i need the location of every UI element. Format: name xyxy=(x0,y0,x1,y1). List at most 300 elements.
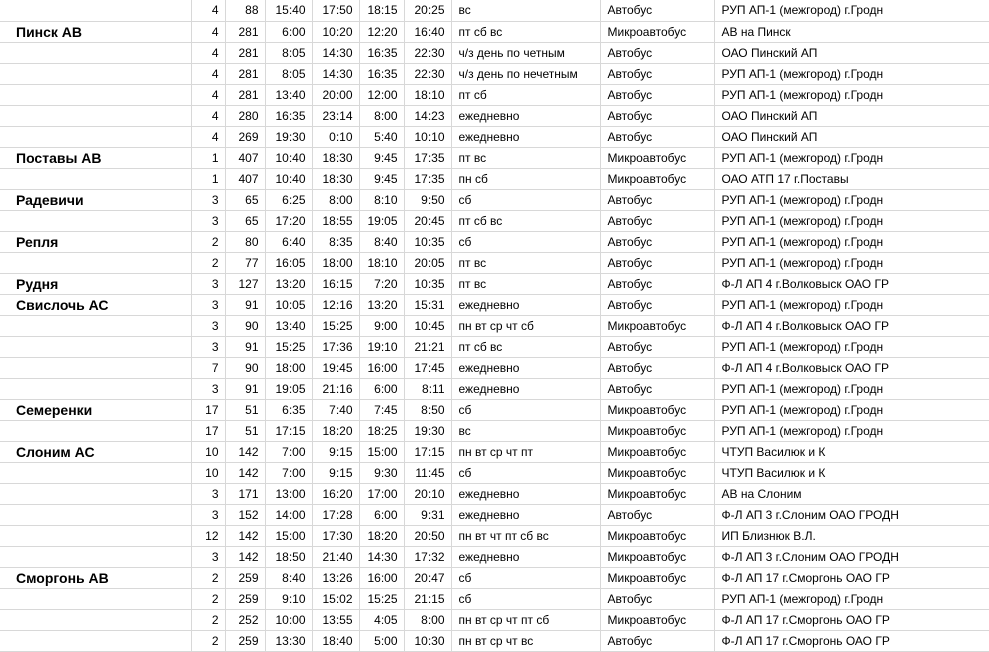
route-number-cell[interactable]: 280 xyxy=(225,106,265,127)
departure-time-cell[interactable]: 9:10 xyxy=(265,589,312,610)
departure-time-cell[interactable]: 13:40 xyxy=(265,85,312,106)
destination-cell[interactable] xyxy=(0,379,191,400)
platform-cell[interactable]: 7 xyxy=(191,358,225,379)
route-number-cell[interactable]: 142 xyxy=(225,526,265,547)
destination-cell[interactable] xyxy=(0,253,191,274)
carrier-cell[interactable]: Ф-Л АП 17 г.Сморгонь ОАО ГР xyxy=(714,631,989,652)
carrier-cell[interactable]: РУП АП-1 (межгород) г.Гродн xyxy=(714,379,989,400)
destination-cell[interactable] xyxy=(0,589,191,610)
platform-cell[interactable]: 10 xyxy=(191,442,225,463)
carrier-cell[interactable]: РУП АП-1 (межгород) г.Гродн xyxy=(714,211,989,232)
departure-time-cell[interactable]: 14:00 xyxy=(265,505,312,526)
arrival-time-cell[interactable]: 21:16 xyxy=(312,379,359,400)
days-cell[interactable]: пн вт ср чт вс xyxy=(451,631,600,652)
destination-cell[interactable] xyxy=(0,127,191,148)
destination-cell[interactable] xyxy=(0,316,191,337)
return-departure-cell[interactable]: 9:30 xyxy=(359,463,404,484)
departure-time-cell[interactable]: 10:00 xyxy=(265,610,312,631)
carrier-cell[interactable]: Ф-Л АП 4 г.Волковыск ОАО ГР xyxy=(714,316,989,337)
carrier-cell[interactable]: Ф-Л АП 17 г.Сморгонь ОАО ГР xyxy=(714,568,989,589)
return-arrival-cell[interactable]: 20:25 xyxy=(404,0,451,22)
days-cell[interactable]: пт сб вс xyxy=(451,22,600,43)
route-number-cell[interactable]: 51 xyxy=(225,421,265,442)
arrival-time-cell[interactable]: 18:30 xyxy=(312,148,359,169)
vehicle-type-cell[interactable]: Автобус xyxy=(600,379,714,400)
departure-time-cell[interactable]: 17:20 xyxy=(265,211,312,232)
return-arrival-cell[interactable]: 10:30 xyxy=(404,631,451,652)
return-arrival-cell[interactable]: 10:35 xyxy=(404,274,451,295)
days-cell[interactable]: сб xyxy=(451,463,600,484)
days-cell[interactable]: ежедневно xyxy=(451,505,600,526)
destination-cell[interactable] xyxy=(0,484,191,505)
vehicle-type-cell[interactable]: Автобус xyxy=(600,106,714,127)
carrier-cell[interactable]: РУП АП-1 (межгород) г.Гродн xyxy=(714,64,989,85)
route-number-cell[interactable]: 80 xyxy=(225,232,265,253)
arrival-time-cell[interactable]: 20:00 xyxy=(312,85,359,106)
platform-cell[interactable]: 3 xyxy=(191,505,225,526)
destination-cell[interactable]: Семеренки xyxy=(0,400,191,421)
route-number-cell[interactable]: 65 xyxy=(225,211,265,232)
vehicle-type-cell[interactable]: Автобус xyxy=(600,190,714,211)
carrier-cell[interactable]: ИП Близнюк В.Л. xyxy=(714,526,989,547)
route-number-cell[interactable]: 91 xyxy=(225,379,265,400)
route-number-cell[interactable]: 407 xyxy=(225,169,265,190)
route-number-cell[interactable]: 281 xyxy=(225,22,265,43)
destination-cell[interactable]: Рудня xyxy=(0,274,191,295)
return-arrival-cell[interactable]: 17:35 xyxy=(404,169,451,190)
route-number-cell[interactable]: 269 xyxy=(225,127,265,148)
carrier-cell[interactable]: ОАО Пинский АП xyxy=(714,43,989,64)
platform-cell[interactable]: 4 xyxy=(191,85,225,106)
platform-cell[interactable]: 3 xyxy=(191,274,225,295)
days-cell[interactable]: ежедневно xyxy=(451,295,600,316)
return-departure-cell[interactable]: 8:10 xyxy=(359,190,404,211)
platform-cell[interactable]: 4 xyxy=(191,0,225,22)
departure-time-cell[interactable]: 18:50 xyxy=(265,547,312,568)
days-cell[interactable]: пт вс xyxy=(451,148,600,169)
return-departure-cell[interactable]: 6:00 xyxy=(359,505,404,526)
vehicle-type-cell[interactable]: Автобус xyxy=(600,85,714,106)
platform-cell[interactable]: 3 xyxy=(191,547,225,568)
platform-cell[interactable]: 3 xyxy=(191,190,225,211)
return-arrival-cell[interactable]: 20:45 xyxy=(404,211,451,232)
days-cell[interactable]: сб xyxy=(451,232,600,253)
destination-cell[interactable]: Слоним АС xyxy=(0,442,191,463)
platform-cell[interactable]: 2 xyxy=(191,253,225,274)
departure-time-cell[interactable]: 15:40 xyxy=(265,0,312,22)
platform-cell[interactable]: 4 xyxy=(191,43,225,64)
arrival-time-cell[interactable]: 23:14 xyxy=(312,106,359,127)
arrival-time-cell[interactable]: 16:20 xyxy=(312,484,359,505)
return-departure-cell[interactable]: 8:00 xyxy=(359,106,404,127)
route-number-cell[interactable]: 90 xyxy=(225,316,265,337)
carrier-cell[interactable]: ЧТУП Василюк и К xyxy=(714,463,989,484)
return-arrival-cell[interactable]: 19:30 xyxy=(404,421,451,442)
return-departure-cell[interactable]: 5:40 xyxy=(359,127,404,148)
vehicle-type-cell[interactable]: Автобус xyxy=(600,64,714,85)
carrier-cell[interactable]: РУП АП-1 (межгород) г.Гродн xyxy=(714,85,989,106)
vehicle-type-cell[interactable]: Автобус xyxy=(600,0,714,22)
return-departure-cell[interactable]: 5:00 xyxy=(359,631,404,652)
platform-cell[interactable]: 2 xyxy=(191,589,225,610)
return-departure-cell[interactable]: 18:15 xyxy=(359,0,404,22)
carrier-cell[interactable]: РУП АП-1 (межгород) г.Гродн xyxy=(714,295,989,316)
destination-cell[interactable] xyxy=(0,421,191,442)
arrival-time-cell[interactable]: 8:00 xyxy=(312,190,359,211)
destination-cell[interactable] xyxy=(0,463,191,484)
route-number-cell[interactable]: 51 xyxy=(225,400,265,421)
return-arrival-cell[interactable]: 14:23 xyxy=(404,106,451,127)
route-number-cell[interactable]: 142 xyxy=(225,442,265,463)
departure-time-cell[interactable]: 19:05 xyxy=(265,379,312,400)
return-departure-cell[interactable]: 12:00 xyxy=(359,85,404,106)
days-cell[interactable]: пт вс xyxy=(451,253,600,274)
carrier-cell[interactable]: РУП АП-1 (межгород) г.Гродн xyxy=(714,337,989,358)
platform-cell[interactable]: 2 xyxy=(191,232,225,253)
route-number-cell[interactable]: 127 xyxy=(225,274,265,295)
carrier-cell[interactable]: Ф-Л АП 3 г.Слоним ОАО ГРОДН xyxy=(714,505,989,526)
route-number-cell[interactable]: 90 xyxy=(225,358,265,379)
arrival-time-cell[interactable]: 18:20 xyxy=(312,421,359,442)
arrival-time-cell[interactable]: 15:02 xyxy=(312,589,359,610)
route-number-cell[interactable]: 252 xyxy=(225,610,265,631)
return-arrival-cell[interactable]: 17:32 xyxy=(404,547,451,568)
days-cell[interactable]: пн вт ср чт пт сб xyxy=(451,610,600,631)
departure-time-cell[interactable]: 15:25 xyxy=(265,337,312,358)
arrival-time-cell[interactable]: 8:35 xyxy=(312,232,359,253)
return-arrival-cell[interactable]: 11:45 xyxy=(404,463,451,484)
departure-time-cell[interactable]: 10:05 xyxy=(265,295,312,316)
carrier-cell[interactable]: ОАО Пинский АП xyxy=(714,127,989,148)
vehicle-type-cell[interactable]: Автобус xyxy=(600,295,714,316)
days-cell[interactable]: ежедневно xyxy=(451,127,600,148)
destination-cell[interactable] xyxy=(0,211,191,232)
platform-cell[interactable]: 10 xyxy=(191,463,225,484)
return-departure-cell[interactable]: 18:25 xyxy=(359,421,404,442)
return-departure-cell[interactable]: 8:40 xyxy=(359,232,404,253)
departure-time-cell[interactable]: 8:05 xyxy=(265,64,312,85)
destination-cell[interactable]: Поставы АВ xyxy=(0,148,191,169)
carrier-cell[interactable]: Ф-Л АП 17 г.Сморгонь ОАО ГР xyxy=(714,610,989,631)
vehicle-type-cell[interactable]: Микроавтобус xyxy=(600,400,714,421)
return-departure-cell[interactable]: 14:30 xyxy=(359,547,404,568)
platform-cell[interactable]: 3 xyxy=(191,316,225,337)
return-arrival-cell[interactable]: 17:45 xyxy=(404,358,451,379)
vehicle-type-cell[interactable]: Микроавтобус xyxy=(600,442,714,463)
vehicle-type-cell[interactable]: Микроавтобус xyxy=(600,148,714,169)
arrival-time-cell[interactable]: 13:55 xyxy=(312,610,359,631)
return-departure-cell[interactable]: 19:10 xyxy=(359,337,404,358)
return-arrival-cell[interactable]: 20:05 xyxy=(404,253,451,274)
departure-time-cell[interactable]: 18:00 xyxy=(265,358,312,379)
return-departure-cell[interactable]: 13:20 xyxy=(359,295,404,316)
vehicle-type-cell[interactable]: Автобус xyxy=(600,505,714,526)
return-departure-cell[interactable]: 16:00 xyxy=(359,568,404,589)
departure-time-cell[interactable]: 16:35 xyxy=(265,106,312,127)
days-cell[interactable]: пт вс xyxy=(451,274,600,295)
departure-time-cell[interactable]: 6:00 xyxy=(265,22,312,43)
arrival-time-cell[interactable]: 21:40 xyxy=(312,547,359,568)
arrival-time-cell[interactable]: 14:30 xyxy=(312,64,359,85)
route-number-cell[interactable]: 407 xyxy=(225,148,265,169)
days-cell[interactable]: ежедневно xyxy=(451,547,600,568)
destination-cell[interactable] xyxy=(0,358,191,379)
destination-cell[interactable] xyxy=(0,337,191,358)
destination-cell[interactable] xyxy=(0,64,191,85)
platform-cell[interactable]: 1 xyxy=(191,148,225,169)
return-departure-cell[interactable]: 16:00 xyxy=(359,358,404,379)
carrier-cell[interactable]: АВ на Пинск xyxy=(714,22,989,43)
arrival-time-cell[interactable]: 0:10 xyxy=(312,127,359,148)
departure-time-cell[interactable]: 19:30 xyxy=(265,127,312,148)
days-cell[interactable]: ежедневно xyxy=(451,379,600,400)
destination-cell[interactable]: Свислочь АС xyxy=(0,295,191,316)
vehicle-type-cell[interactable]: Микроавтобус xyxy=(600,169,714,190)
arrival-time-cell[interactable]: 9:15 xyxy=(312,463,359,484)
return-departure-cell[interactable]: 9:00 xyxy=(359,316,404,337)
platform-cell[interactable]: 1 xyxy=(191,169,225,190)
vehicle-type-cell[interactable]: Микроавтобус xyxy=(600,421,714,442)
arrival-time-cell[interactable]: 13:26 xyxy=(312,568,359,589)
route-number-cell[interactable]: 65 xyxy=(225,190,265,211)
carrier-cell[interactable]: Ф-Л АП 4 г.Волковыск ОАО ГР xyxy=(714,358,989,379)
departure-time-cell[interactable]: 16:05 xyxy=(265,253,312,274)
vehicle-type-cell[interactable]: Микроавтобус xyxy=(600,484,714,505)
departure-time-cell[interactable]: 6:35 xyxy=(265,400,312,421)
platform-cell[interactable]: 3 xyxy=(191,484,225,505)
departure-time-cell[interactable]: 10:40 xyxy=(265,148,312,169)
return-arrival-cell[interactable]: 16:40 xyxy=(404,22,451,43)
return-arrival-cell[interactable]: 10:35 xyxy=(404,232,451,253)
platform-cell[interactable]: 2 xyxy=(191,631,225,652)
return-arrival-cell[interactable]: 21:15 xyxy=(404,589,451,610)
return-departure-cell[interactable]: 9:45 xyxy=(359,169,404,190)
return-departure-cell[interactable]: 4:05 xyxy=(359,610,404,631)
vehicle-type-cell[interactable]: Автобус xyxy=(600,358,714,379)
return-arrival-cell[interactable]: 15:31 xyxy=(404,295,451,316)
return-arrival-cell[interactable]: 17:35 xyxy=(404,148,451,169)
return-arrival-cell[interactable]: 21:21 xyxy=(404,337,451,358)
carrier-cell[interactable]: РУП АП-1 (межгород) г.Гродн xyxy=(714,253,989,274)
arrival-time-cell[interactable]: 17:30 xyxy=(312,526,359,547)
arrival-time-cell[interactable]: 18:30 xyxy=(312,169,359,190)
route-number-cell[interactable]: 259 xyxy=(225,631,265,652)
departure-time-cell[interactable]: 10:40 xyxy=(265,169,312,190)
days-cell[interactable]: пн сб xyxy=(451,169,600,190)
departure-time-cell[interactable]: 7:00 xyxy=(265,463,312,484)
vehicle-type-cell[interactable]: Автобус xyxy=(600,631,714,652)
return-arrival-cell[interactable]: 17:15 xyxy=(404,442,451,463)
carrier-cell[interactable]: Ф-Л АП 4 г.Волковыск ОАО ГР xyxy=(714,274,989,295)
return-departure-cell[interactable]: 12:20 xyxy=(359,22,404,43)
carrier-cell[interactable]: РУП АП-1 (межгород) г.Гродн xyxy=(714,0,989,22)
vehicle-type-cell[interactable]: Микроавтобус xyxy=(600,463,714,484)
vehicle-type-cell[interactable]: Автобус xyxy=(600,127,714,148)
route-number-cell[interactable]: 259 xyxy=(225,589,265,610)
destination-cell[interactable] xyxy=(0,505,191,526)
vehicle-type-cell[interactable]: Микроавтобус xyxy=(600,316,714,337)
platform-cell[interactable]: 4 xyxy=(191,127,225,148)
return-arrival-cell[interactable]: 8:50 xyxy=(404,400,451,421)
days-cell[interactable]: пн вт чт пт сб вс xyxy=(451,526,600,547)
route-number-cell[interactable]: 88 xyxy=(225,0,265,22)
carrier-cell[interactable]: РУП АП-1 (межгород) г.Гродн xyxy=(714,148,989,169)
arrival-time-cell[interactable]: 18:00 xyxy=(312,253,359,274)
arrival-time-cell[interactable]: 9:15 xyxy=(312,442,359,463)
route-number-cell[interactable]: 77 xyxy=(225,253,265,274)
days-cell[interactable]: пн вт ср чт сб xyxy=(451,316,600,337)
carrier-cell[interactable]: Ф-Л АП 3 г.Слоним ОАО ГРОДН xyxy=(714,547,989,568)
route-number-cell[interactable]: 171 xyxy=(225,484,265,505)
return-departure-cell[interactable]: 6:00 xyxy=(359,379,404,400)
platform-cell[interactable]: 3 xyxy=(191,379,225,400)
carrier-cell[interactable]: АВ на Слоним xyxy=(714,484,989,505)
return-arrival-cell[interactable]: 20:50 xyxy=(404,526,451,547)
platform-cell[interactable]: 3 xyxy=(191,295,225,316)
departure-time-cell[interactable]: 15:00 xyxy=(265,526,312,547)
return-departure-cell[interactable]: 19:05 xyxy=(359,211,404,232)
departure-time-cell[interactable]: 13:40 xyxy=(265,316,312,337)
vehicle-type-cell[interactable]: Автобус xyxy=(600,43,714,64)
route-number-cell[interactable]: 281 xyxy=(225,85,265,106)
platform-cell[interactable]: 17 xyxy=(191,421,225,442)
arrival-time-cell[interactable]: 14:30 xyxy=(312,43,359,64)
arrival-time-cell[interactable]: 12:16 xyxy=(312,295,359,316)
return-arrival-cell[interactable]: 22:30 xyxy=(404,64,451,85)
return-departure-cell[interactable]: 7:45 xyxy=(359,400,404,421)
days-cell[interactable]: сб xyxy=(451,400,600,421)
platform-cell[interactable]: 3 xyxy=(191,337,225,358)
return-arrival-cell[interactable]: 9:50 xyxy=(404,190,451,211)
platform-cell[interactable]: 4 xyxy=(191,64,225,85)
days-cell[interactable]: пт сб вс xyxy=(451,211,600,232)
return-departure-cell[interactable]: 18:10 xyxy=(359,253,404,274)
days-cell[interactable]: ежедневно xyxy=(451,484,600,505)
vehicle-type-cell[interactable]: Микроавтобус xyxy=(600,526,714,547)
vehicle-type-cell[interactable]: Микроавтобус xyxy=(600,568,714,589)
route-number-cell[interactable]: 91 xyxy=(225,295,265,316)
return-arrival-cell[interactable]: 10:45 xyxy=(404,316,451,337)
arrival-time-cell[interactable]: 10:20 xyxy=(312,22,359,43)
return-arrival-cell[interactable]: 22:30 xyxy=(404,43,451,64)
departure-time-cell[interactable]: 13:20 xyxy=(265,274,312,295)
days-cell[interactable]: пн вт ср чт пт xyxy=(451,442,600,463)
platform-cell[interactable]: 2 xyxy=(191,610,225,631)
carrier-cell[interactable]: РУП АП-1 (межгород) г.Гродн xyxy=(714,421,989,442)
departure-time-cell[interactable]: 13:30 xyxy=(265,631,312,652)
destination-cell[interactable]: Радевичи xyxy=(0,190,191,211)
route-number-cell[interactable]: 259 xyxy=(225,568,265,589)
departure-time-cell[interactable]: 6:40 xyxy=(265,232,312,253)
return-departure-cell[interactable]: 16:35 xyxy=(359,43,404,64)
return-arrival-cell[interactable]: 8:11 xyxy=(404,379,451,400)
arrival-time-cell[interactable]: 18:40 xyxy=(312,631,359,652)
destination-cell[interactable] xyxy=(0,610,191,631)
departure-time-cell[interactable]: 13:00 xyxy=(265,484,312,505)
vehicle-type-cell[interactable]: Микроавтобус xyxy=(600,610,714,631)
carrier-cell[interactable]: ОАО АТП 17 г.Поставы xyxy=(714,169,989,190)
vehicle-type-cell[interactable]: Микроавтобус xyxy=(600,22,714,43)
vehicle-type-cell[interactable]: Автобус xyxy=(600,274,714,295)
departure-time-cell[interactable]: 6:25 xyxy=(265,190,312,211)
vehicle-type-cell[interactable]: Автобус xyxy=(600,589,714,610)
return-departure-cell[interactable]: 15:25 xyxy=(359,589,404,610)
route-number-cell[interactable]: 142 xyxy=(225,547,265,568)
days-cell[interactable]: сб xyxy=(451,190,600,211)
return-departure-cell[interactable]: 16:35 xyxy=(359,64,404,85)
arrival-time-cell[interactable]: 15:25 xyxy=(312,316,359,337)
days-cell[interactable]: сб xyxy=(451,568,600,589)
return-arrival-cell[interactable]: 20:10 xyxy=(404,484,451,505)
route-number-cell[interactable]: 152 xyxy=(225,505,265,526)
destination-cell[interactable] xyxy=(0,526,191,547)
platform-cell[interactable]: 2 xyxy=(191,568,225,589)
return-departure-cell[interactable]: 18:20 xyxy=(359,526,404,547)
arrival-time-cell[interactable]: 19:45 xyxy=(312,358,359,379)
destination-cell[interactable] xyxy=(0,547,191,568)
carrier-cell[interactable]: ОАО Пинский АП xyxy=(714,106,989,127)
destination-cell[interactable] xyxy=(0,169,191,190)
departure-time-cell[interactable]: 8:40 xyxy=(265,568,312,589)
return-departure-cell[interactable]: 17:00 xyxy=(359,484,404,505)
days-cell[interactable]: ежедневно xyxy=(451,358,600,379)
destination-cell[interactable]: Сморгонь АВ xyxy=(0,568,191,589)
vehicle-type-cell[interactable]: Микроавтобус xyxy=(600,547,714,568)
destination-cell[interactable] xyxy=(0,631,191,652)
carrier-cell[interactable]: РУП АП-1 (межгород) г.Гродн xyxy=(714,232,989,253)
carrier-cell[interactable]: РУП АП-1 (межгород) г.Гродн xyxy=(714,190,989,211)
carrier-cell[interactable]: РУП АП-1 (межгород) г.Гродн xyxy=(714,400,989,421)
return-arrival-cell[interactable]: 9:31 xyxy=(404,505,451,526)
days-cell[interactable]: сб xyxy=(451,589,600,610)
days-cell[interactable]: пт сб вс xyxy=(451,337,600,358)
platform-cell[interactable]: 4 xyxy=(191,106,225,127)
return-arrival-cell[interactable]: 20:47 xyxy=(404,568,451,589)
route-number-cell[interactable]: 142 xyxy=(225,463,265,484)
departure-time-cell[interactable]: 8:05 xyxy=(265,43,312,64)
destination-cell[interactable] xyxy=(0,106,191,127)
platform-cell[interactable]: 3 xyxy=(191,211,225,232)
platform-cell[interactable]: 12 xyxy=(191,526,225,547)
route-number-cell[interactable]: 281 xyxy=(225,64,265,85)
arrival-time-cell[interactable]: 7:40 xyxy=(312,400,359,421)
days-cell[interactable]: ежедневно xyxy=(451,106,600,127)
departure-time-cell[interactable]: 17:15 xyxy=(265,421,312,442)
return-arrival-cell[interactable]: 18:10 xyxy=(404,85,451,106)
destination-cell[interactable]: Репля xyxy=(0,232,191,253)
return-departure-cell[interactable]: 7:20 xyxy=(359,274,404,295)
arrival-time-cell[interactable]: 18:55 xyxy=(312,211,359,232)
platform-cell[interactable]: 4 xyxy=(191,22,225,43)
vehicle-type-cell[interactable]: Автобус xyxy=(600,253,714,274)
carrier-cell[interactable]: ЧТУП Василюк и К xyxy=(714,442,989,463)
arrival-time-cell[interactable]: 17:36 xyxy=(312,337,359,358)
days-cell[interactable]: вс xyxy=(451,0,600,22)
days-cell[interactable]: ч/з день по четным xyxy=(451,43,600,64)
arrival-time-cell[interactable]: 17:28 xyxy=(312,505,359,526)
return-departure-cell[interactable]: 9:45 xyxy=(359,148,404,169)
return-arrival-cell[interactable]: 8:00 xyxy=(404,610,451,631)
return-departure-cell[interactable]: 15:00 xyxy=(359,442,404,463)
return-arrival-cell[interactable]: 10:10 xyxy=(404,127,451,148)
destination-cell[interactable]: Пинск АВ xyxy=(0,22,191,43)
arrival-time-cell[interactable]: 16:15 xyxy=(312,274,359,295)
platform-cell[interactable]: 17 xyxy=(191,400,225,421)
destination-cell[interactable] xyxy=(0,43,191,64)
days-cell[interactable]: ч/з день по нечетным xyxy=(451,64,600,85)
days-cell[interactable]: вс xyxy=(451,421,600,442)
destination-cell[interactable] xyxy=(0,0,191,22)
